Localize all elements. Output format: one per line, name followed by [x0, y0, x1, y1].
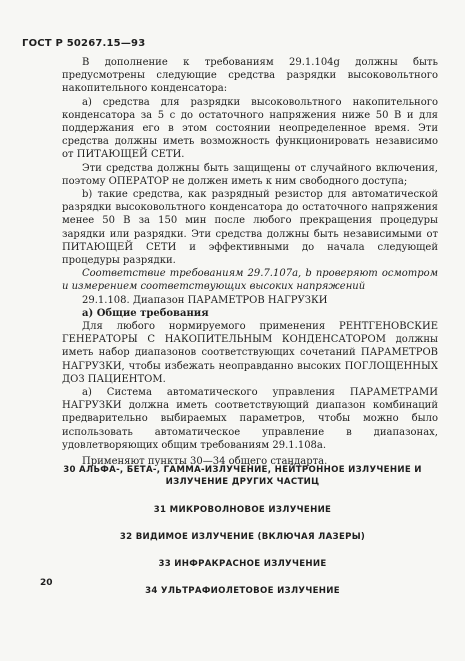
document-body [62, 56, 438, 468]
paragraph-protection: Эти средства должны быть защищены от случайного включения, поэтому ОПЕРАТОР не должен иметь к ним свободного доступа; [62, 162, 438, 187]
section-34-heading: 34 УЛЬТРАФИОЛЕТОВОЕ ИЗЛУЧЕНИЕ [145, 586, 340, 596]
paragraph-generators: Для любого нормируемого применения РЕНТГЕНОВСКИЕ ГЕНЕРАТОРЫ С НАКОПИТЕЛЬНЫМ КОНДЕНСАТОРОМ должны иметь набор диапазонов соответствующих сочетаний ПАРАМЕТРОВ НАГРУЗКИ, чтобы избежать неоправданно высоких ПОГЛОЩЕННЫХ ДОЗ ПАЦИЕНТОМ. [62, 321, 438, 385]
subclause-heading: a) Общие требования [82, 307, 209, 319]
page-number: 20 [40, 578, 53, 588]
section-30-heading: 30 АЛЬФА-, БЕТА-, ГАММА-ИЗЛУЧЕНИЕ, НЕЙТРОННОЕ ИЗЛУЧЕНИЕ И ИЗЛУЧЕНИЕ ДРУГИХ ЧАСТИЦ [63, 465, 422, 487]
section-33-heading: 33 ИНФРАКРАСНОЕ ИЗЛУЧЕНИЕ [158, 559, 327, 569]
paragraph-intro: В дополнение к требованиям 29.1.104g должны быть предусмотрены следующие средства разрядки высоковольтного накопительного конденсатора: [62, 57, 438, 95]
paragraph-compliance: Соответствие требованиям 29.7.107a, b проверяют осмотром и измерением соответствующих высоких напряжений [62, 268, 438, 293]
paragraph-auto-control: a) Система автоматического управления ПАРАМЕТРАМИ НАГРУЗКИ должна иметь соответствующий диапазон комбинаций предварительно выбираемых параметров, чтобы можно было использовать автоматическое управление в диапазонах, удовлетворяющих общим требованиям 29.1.108a. [62, 387, 438, 451]
paragraph-item-a: a) средства для разрядки высоковольтного накопительного конденсатора за 5 с до остаточного напряжения ниже 50 В и для поддержания его в этом состоянии неопределенное время. Эти средства должны иметь возможность функционировать независимо от ПИТАЮЩЕЙ СЕТИ. [62, 96, 438, 161]
paragraph-applicable-clauses: Применяют пункты 30—34 общего стандарта. [82, 456, 328, 468]
section-32-heading: 32 ВИДИМОЕ ИЗЛУЧЕНИЕ (ВКЛЮЧАЯ ЛАЗЕРЫ) [119, 532, 366, 542]
paragraph-item-b: b) такие средства, как разрядный резистор для автоматической разрядки высоковольтного конденсатора до остаточного напряжения менее 50 В за 150 мин после любого прекращения процедуры зарядки или разрядки. Эти средства должны быть независимыми от ПИТАЮЩЕЙ СЕТИ и эффективными до начала следующей процедуры разрядки. [62, 189, 438, 267]
document-header: ГОСТ Р 50267.15—93 [22, 38, 146, 49]
section-headings [40, 464, 445, 596]
clause-heading: 29.1.108. Диапазон ПАРАМЕТРОВ НАГРУЗКИ [82, 294, 328, 306]
section-31-heading: 31 МИКРОВОЛНОВОЕ ИЗЛУЧЕНИЕ [153, 505, 332, 515]
